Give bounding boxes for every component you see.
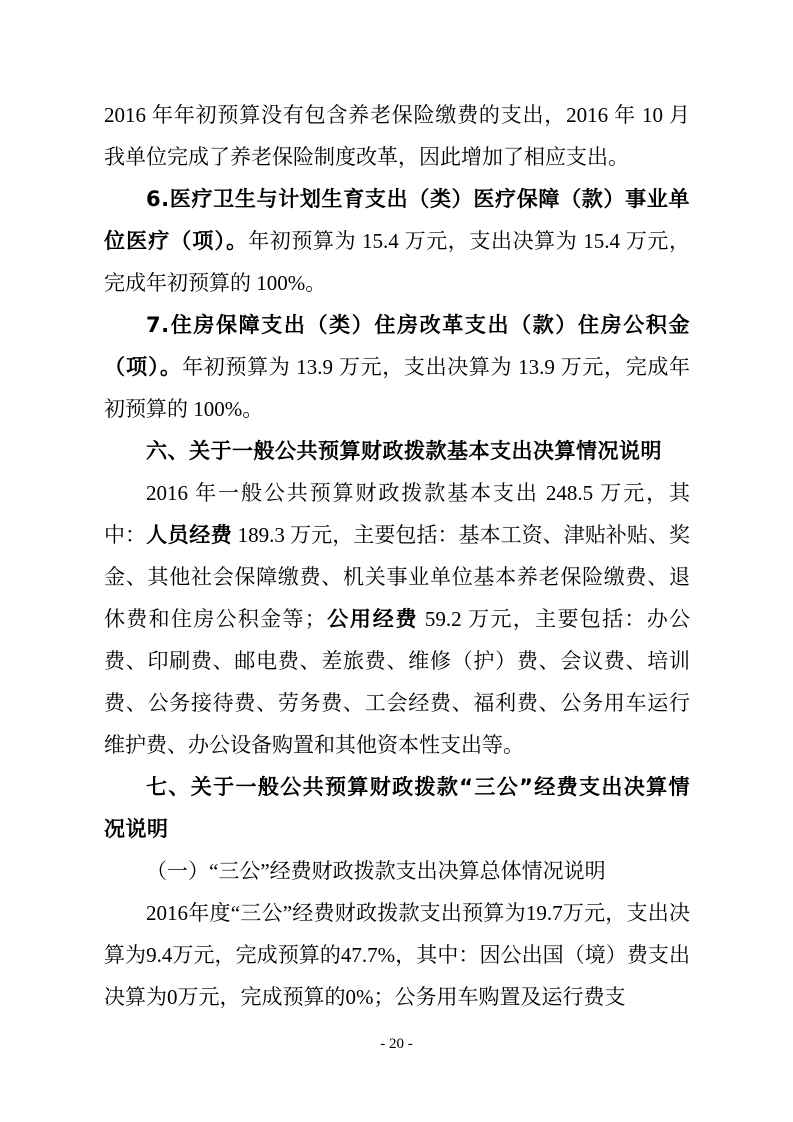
- item6-body: 年初预算为 15.4 万元，支出决算为 15.4 万元，完成年初预算的 100%。: [104, 229, 691, 295]
- paragraph-basic-expense: [104, 472, 690, 766]
- personnel-funds-detail: 189.3 万元，主要包括：基本工资、津贴补贴、奖金、其他社会保障缴费、机关事业单位基本养老保险缴费、退休费和住房公积金等；: [104, 523, 691, 631]
- page-footer: [0, 1034, 793, 1054]
- paragraph-item6: [104, 178, 690, 304]
- item7-title: 7.住房保障支出（类）住房改革支出（款）住房公积金（项）。: [104, 313, 690, 379]
- paragraph-pension-note: 2016 年年初预算没有包含养老保险缴费的支出，2016 年 10 月我单位完成了养老保险制度改革，因此增加了相应支出。: [104, 103, 690, 169]
- paragraph-three-public: 2016年度“三公”经费财政拨款支出预算为19.7万元，支出决算为9.4万元，完成预算的47.7%，其中：因公出国（境）费支出决算为0万元，完成预算的0%；公务用车购置及运行费支: [104, 901, 690, 1009]
- public-funds-detail: 59.2 万元，主要包括：办公费、印刷费、邮电费、差旅费、维修（护）费、会议费、培训费、公务接待费、劳务费、工会经费、福利费、公务用车运行维护费、办公设备购置和其他资本性支出等。: [104, 607, 691, 757]
- personnel-funds-label: 人员经费: [146, 523, 233, 547]
- public-funds-label: 公用经费: [325, 607, 419, 631]
- item7-body: 年初预算为 13.9 万元，支出决算为 13.9 万元，完成年初预算的 100%。: [104, 355, 691, 421]
- page-number: - 20 -: [380, 1036, 413, 1052]
- section7-subheading-1: （一）“三公”经费财政拨款支出决算总体情况说明: [146, 859, 606, 883]
- section7-heading: 七、关于一般公共预算财政拨款“三公”经费支出决算情况说明: [104, 775, 690, 841]
- item6-title: 6.医疗卫生与计划生育支出（类）医疗保障（款）事业单位医疗（项）。: [104, 187, 690, 253]
- paragraph-item7: [104, 304, 690, 430]
- section6-heading: 六、关于一般公共预算财政拨款基本支出决算情况说明: [146, 439, 662, 463]
- basic-expense-intro: 2016 年一般公共预算财政拨款基本支出 248.5 万元，其中：: [104, 481, 690, 547]
- document-body: [104, 94, 690, 1018]
